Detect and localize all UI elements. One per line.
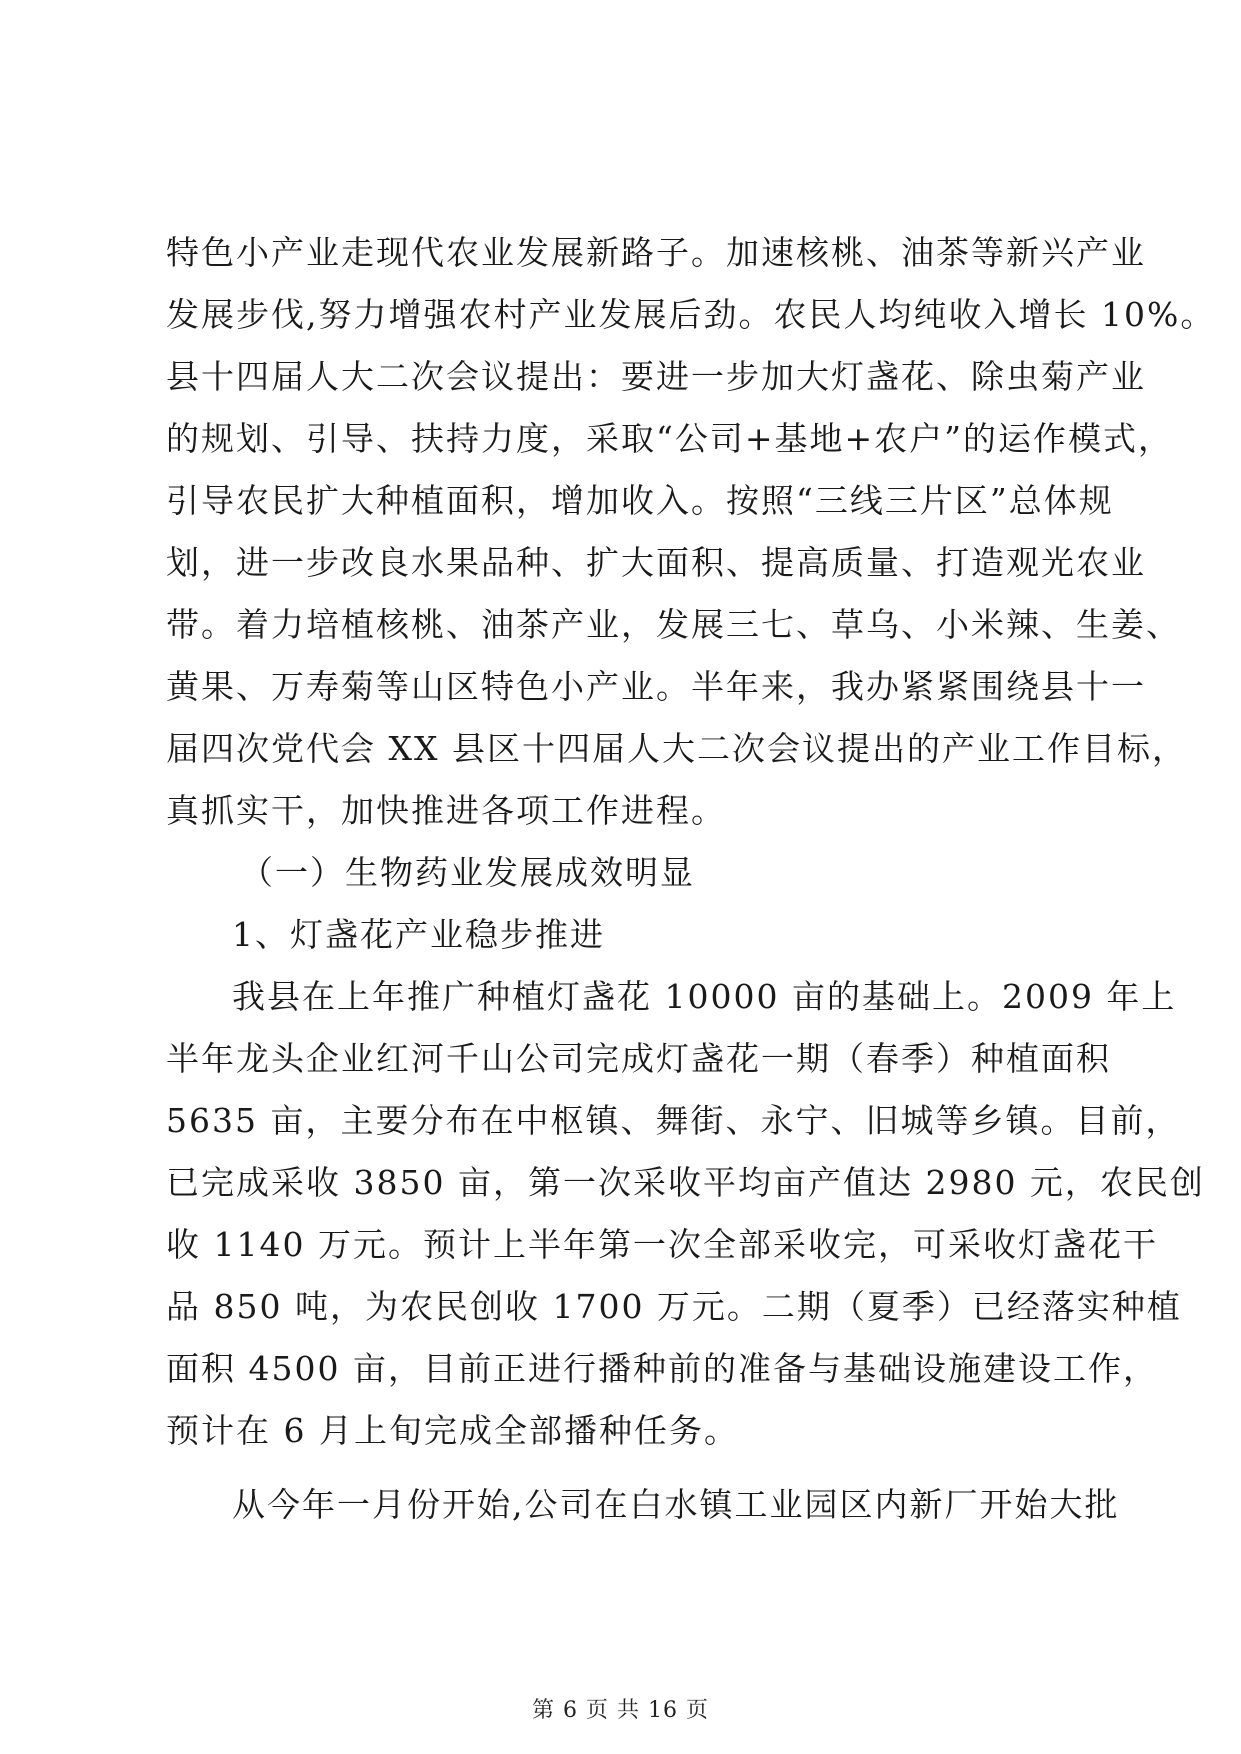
paragraph-2: [166, 966, 1205, 1462]
subsection-heading: 1、灯盏花产业稳步推进: [232, 915, 605, 954]
text-line: 引导农民扩大种植面积，增加收入。按照“三线三片区”总体规: [166, 481, 1114, 520]
page-number-label: 第 6 页 共 16 页: [532, 1698, 709, 1723]
document-body: [166, 222, 1216, 1536]
page-footer: [0, 1693, 1241, 1724]
text-line: 特色小产业走现代农业发展新路子。加速核桃、油茶等新兴产业: [166, 233, 1146, 272]
text-line: 品 850 吨，为农民创收 1700 万元。二期（夏季）已经落实种植: [166, 1287, 1182, 1326]
paragraph-3: [166, 1474, 1126, 1536]
text-line: 真抓实干，加快推进各项工作进程。: [166, 791, 726, 830]
text-line: 预计在 6 月上旬完成全部播种任务。: [166, 1411, 739, 1450]
text-line: 半年龙头企业红河千山公司完成灯盏花一期（春季）种植面积: [166, 1039, 1111, 1078]
text-line: 从今年一月份开始,公司在白水镇工业园区内新厂开始大批: [232, 1485, 1120, 1524]
text-line: 黄果、万寿菊等山区特色小产业。半年来，我办紧紧围绕县十一: [166, 667, 1146, 706]
text-line: 县十四届人大二次会议提出：要进一步加大灯盏花、除虫菊产业: [166, 357, 1146, 396]
paragraph-1: [166, 222, 1216, 842]
text-line: 面积 4500 亩，目前正进行播种前的准备与基础设施建设工作，: [166, 1349, 1158, 1388]
text-line: 5635 亩，主要分布在中枢镇、舞街、永宁、旧城等乡镇。目前，: [166, 1101, 1181, 1140]
text-line: 带。着力培植核桃、油茶产业，发展三七、草乌、小米辣、生姜、: [166, 605, 1181, 644]
text-line: 已完成采收 3850 亩，第一次采收平均亩产值达 2980 元，农民创: [166, 1163, 1205, 1202]
text-line: 我县在上年推广种植灯盏花 10000 亩的基础上。2009 年上: [232, 977, 1177, 1016]
section-heading: （一）生物药业发展成效明显: [240, 853, 695, 892]
text-line: 收 1140 万元。预计上半年第一次全部采收完，可采收灯盏花干: [166, 1225, 1158, 1264]
text-line: 届四次党代会 XX 县区十四届人大二次会议提出的产业工作目标，: [166, 729, 1187, 768]
text-line: 发展步伐,努力增强农村产业发展后劲。农民人均纯收入增长 10%。: [166, 295, 1216, 334]
text-line: 划，进一步改良水果品种、扩大面积、提高质量、打造观光农业: [166, 543, 1146, 582]
text-line: 的规划、引导、扶持力度，采取“公司+基地+农户”的运作模式，: [166, 419, 1174, 458]
